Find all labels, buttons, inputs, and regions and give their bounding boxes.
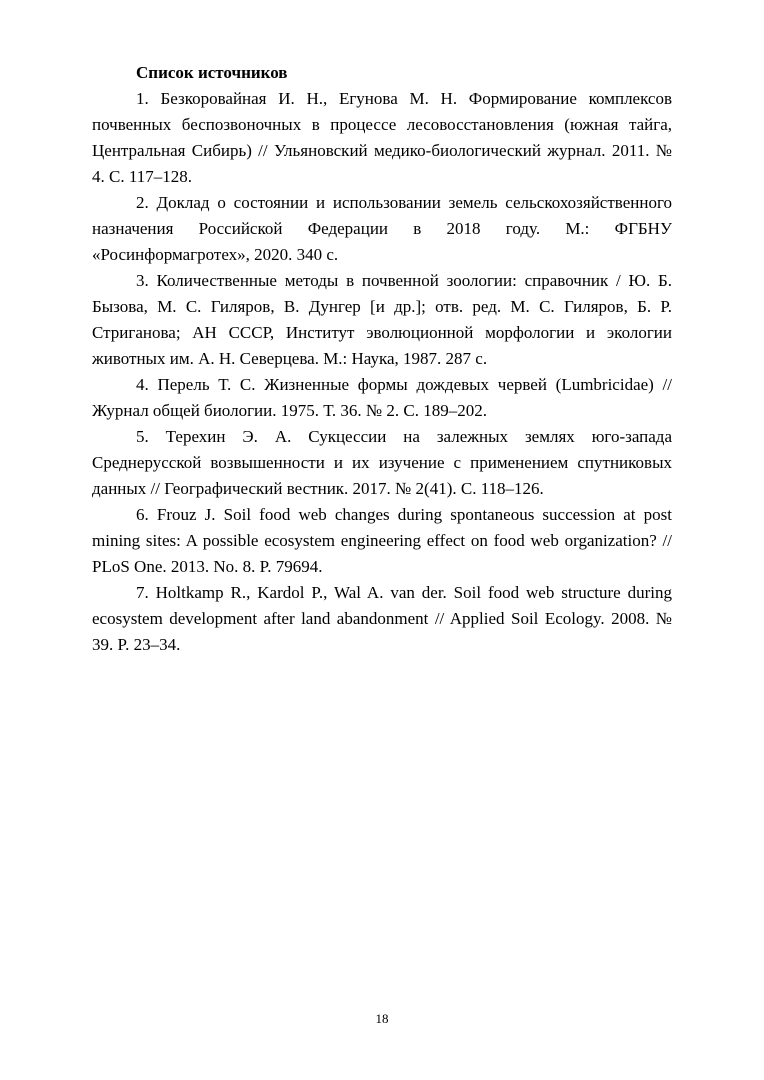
reference-item-2: 2. Доклад о состоянии и использовании земель сельскохозяйственного назначения Российской Федерации в 2018 году. М.: ФГБНУ «Росинформагротех», 2020. 340 с. — [92, 193, 672, 264]
reference-item-5: 5. Терехин Э. А. Сукцессии на залежных землях юго-запада Среднерусской возвышенности и их изучение с применением спутниковых данных // Географический вестник. 2017. № 2(41). С. 118–126. — [92, 427, 672, 498]
reference-item-7: 7. Holtkamp R., Kardol P., Wal A. van der. Soil food web structure during ecosystem development after land abandonment // Applied Soil Ecology. 2008. № 39. P. 23–34. — [92, 583, 672, 654]
reference-item-6: 6. Frouz J. Soil food web changes during spontaneous succession at post mining sites: A possible ecosystem engineering effect on food web organization? // PLoS One. 2013. No. 8. P. 79694. — [92, 505, 672, 576]
reference-item-1: 1. Безкоровайная И. Н., Егунова М. Н. Формирование комплексов почвенных беспозвоночных в процессе лесовосстановления (южная тайга, Центральная Сибирь) // Ульяновский медико-биологический журнал. 2011. № 4. С. 117–128. — [92, 89, 672, 186]
references-heading: Список источников — [136, 63, 288, 82]
page-number: 18 — [375, 1011, 389, 1026]
reference-item-4: 4. Перель Т. С. Жизненные формы дождевых червей (Lumbricidae) // Журнал общей биологии. 1975. Т. 36. № 2. С. 189–202. — [92, 375, 672, 420]
page-content — [92, 60, 672, 658]
reference-item-3: 3. Количественные методы в почвенной зоологии: справочник / Ю. Б. Бызова, М. С. Гиляров, В. Дунгер [и др.]; отв. ред. М. С. Гиляров, Б. Р. Стриганова; АН СССР, Институт эволюционной морфологии и экологии животных им. А. Н. Северцева. М.: Наука, 1987. 287 с. — [92, 271, 672, 368]
